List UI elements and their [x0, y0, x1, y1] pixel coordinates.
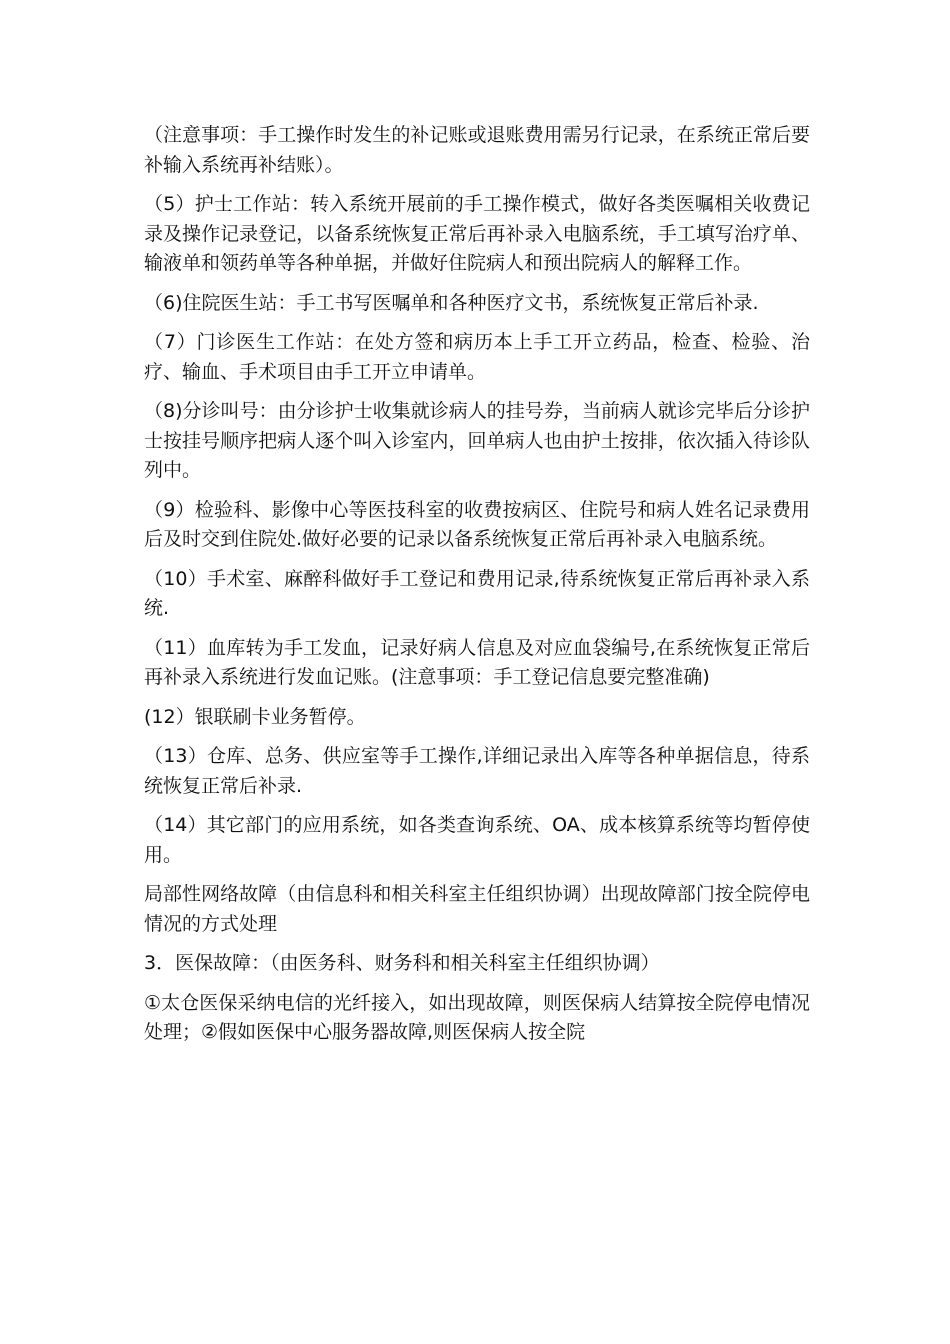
paragraph-local-network-failure: 局部性网络故障（由信息科和相关科室主任组织协调）出现故障部门按全院停电情况的方式处理	[144, 883, 810, 935]
paragraph-inpatient-doctor-station: （6)住院医生站：手工书写医嘱单和各种医疗文书，系统恢复正常后补录.	[144, 291, 759, 314]
paragraph-warehouse: （13）仓库、总务、供应室等手工操作,详细记录出入库等各种单据信息，待系统恢复正常后补录.	[144, 745, 810, 797]
paragraph-note-manual-billing: （注意事项：手工操作时发生的补记账或退账费用需另行记录，在系统正常后要补输入系统再补结账）。	[144, 124, 810, 176]
document-page	[144, 121, 810, 1058]
paragraph-operating-room: （10）手术室、麻醉科做好手工登记和费用记录,待系统恢复正常后再补录入系统.	[144, 567, 810, 619]
paragraph-medical-insurance-detail: ①太仓医保采纳电信的光纤接入，如出现故障，则医保病人结算按全院停电情况处理；②假如医保中心服务器故障,则医保病人按全院	[144, 991, 810, 1043]
paragraph-other-departments: （14）其它部门的应用系统，如各类查询系统、OA、成本核算系统等均暂停使用。	[144, 814, 810, 866]
paragraph-medical-insurance-heading: 3．医保故障：（由医务科、财务科和相关科室主任组织协调）	[144, 952, 660, 974]
paragraph-medical-technology: （9）检验科、影像中心等医技科室的收费按病区、住院号和病人姓名记录费用后及时交到住院处.做好必要的记录以备系统恢复正常后再补录入电脑系统。	[144, 498, 810, 550]
paragraph-unionpay: (12）银联刷卡业务暂停。	[144, 705, 366, 728]
paragraph-outpatient-doctor-station: （7）门诊医生工作站：在处方签和病历本上手工开立药品，检查、检验、治疗、输血、手术项目由手工开立申请单。	[144, 331, 810, 383]
paragraph-blood-bank: （11）血库转为手工发血，记录好病人信息及对应血袋编号,在系统恢复正常后再补录入系统进行发血记账。(注意事项：手工登记信息要完整准确)	[144, 636, 810, 688]
paragraph-triage-calling: （8)分诊叫号：由分诊护士收集就诊病人的挂号券，当前病人就诊完毕后分诊护士按挂号顺序把病人逐个叫入诊室内，回单病人也由护土按排，依次插入待诊队列中。	[144, 400, 810, 481]
paragraph-nurse-station: （5）护士工作站：转入系统开展前的手工操作模式，做好各类医嘱相关收费记录及操作记录登记，以备系统恢复正常后再补录入电脑系统，手工填写治疗单、输液单和领药单等各种单据，并做好住院病人和预出院病人的解释工作。	[144, 193, 810, 274]
